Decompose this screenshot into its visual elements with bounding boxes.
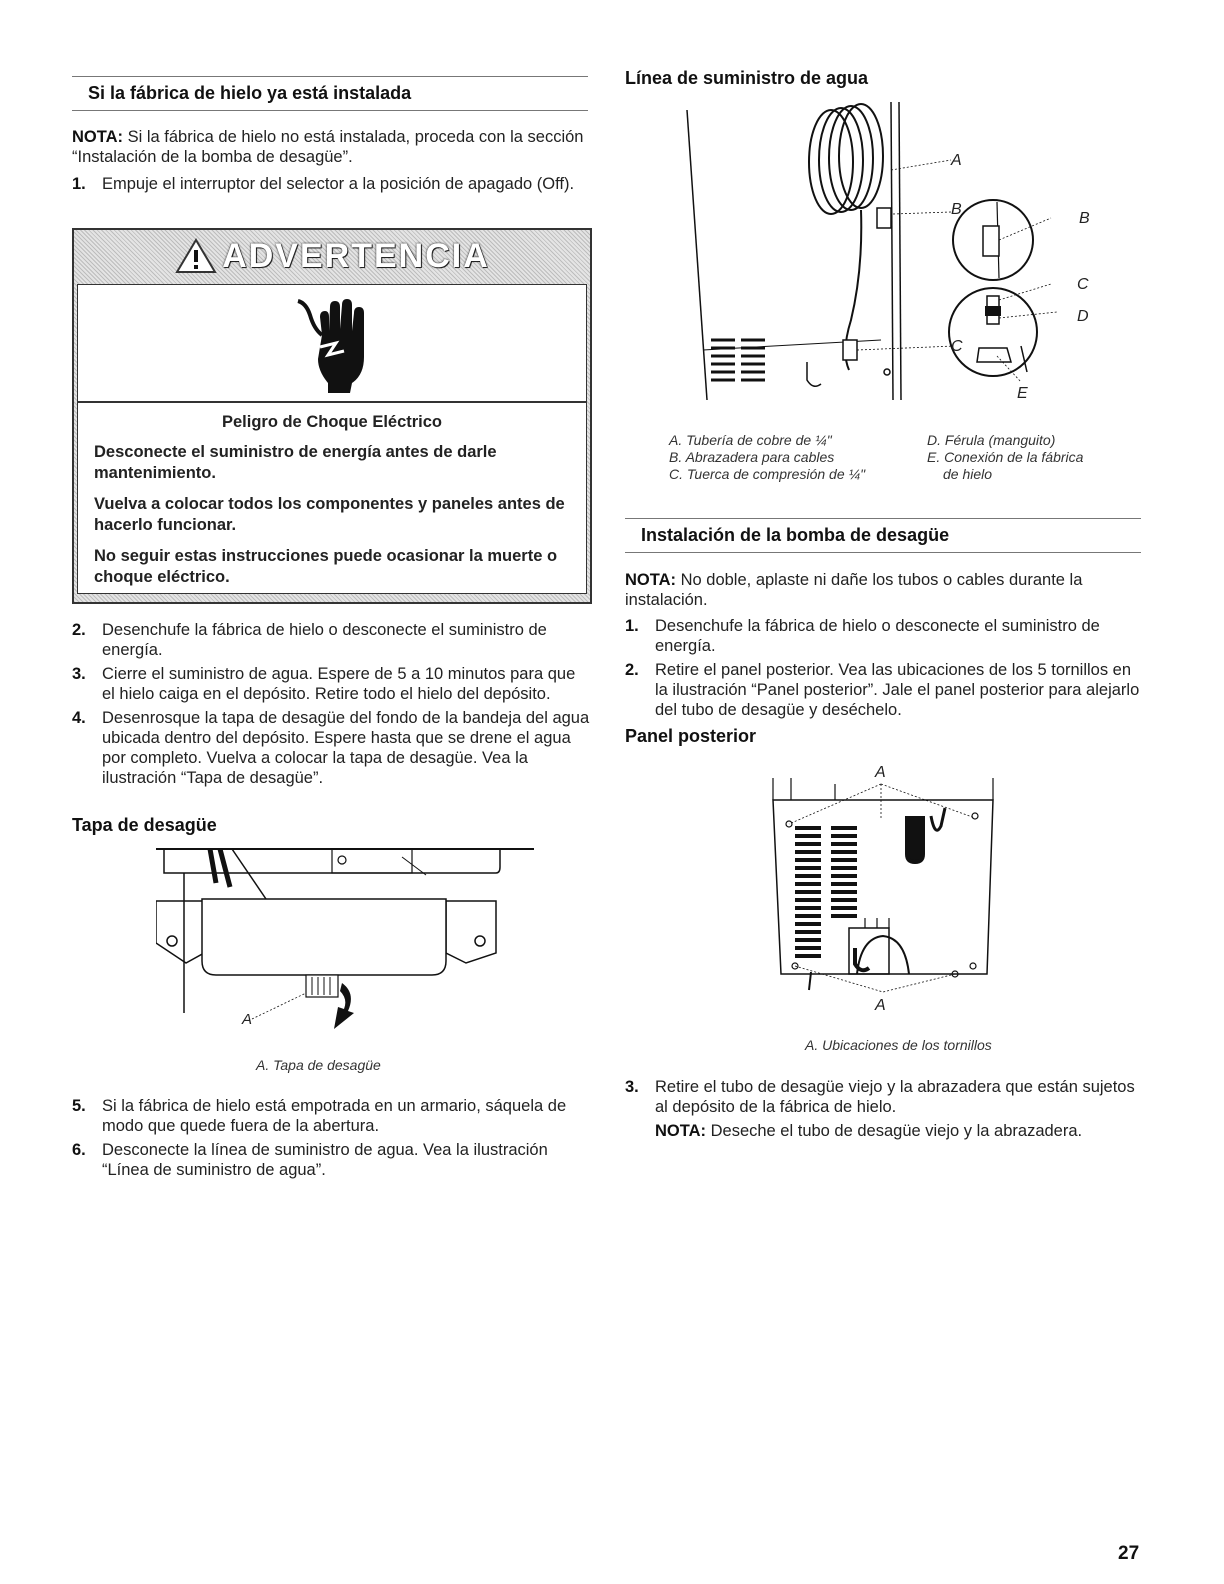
water-label-c: C: [951, 338, 963, 355]
water-label-d: D: [1077, 308, 1089, 325]
note-discard: [625, 1121, 1145, 1141]
list-item: [625, 616, 1145, 656]
warning-title: ADVERTENCIA: [222, 236, 490, 275]
note-pump: [625, 570, 1141, 610]
list-item: [72, 664, 592, 704]
step-text: Cierre el suministro de agua. Espere de 5 a 10 minutos para que el hielo caiga en el depósito. Retire todo el hielo del depósito.: [102, 665, 576, 703]
step-list-pump-2: [625, 1077, 1145, 1141]
warning-paragraph-2: Vuelva a colocar todos los componentes y paneles antes de hacerlo funcionar.: [94, 495, 565, 534]
step-number: 1.: [72, 175, 86, 193]
warning-box: [72, 228, 592, 604]
step-text: Empuje el interruptor del selector a la posición de apagado (Off).: [102, 175, 575, 193]
water-legend-right: [927, 432, 1147, 483]
drain-caption: A. Tapa de desagüe: [256, 1057, 381, 1073]
step-list-pump: [625, 616, 1145, 724]
note-text: Si la fábrica de hielo no está instalada, proceda con la sección “Instalación de la bomba de desagüe”.: [72, 128, 584, 166]
list-item: [72, 620, 592, 660]
list-item: [72, 708, 592, 788]
figure-title-water-line: Línea de suministro de agua: [625, 68, 869, 88]
step-number: 3.: [72, 665, 86, 683]
step-list-1: [72, 174, 592, 198]
note-text: No doble, aplaste ni dañe los tubos o cables durante la instalación.: [625, 571, 1083, 609]
note-label: NOTA:: [655, 1122, 707, 1140]
drain-cap-illustration: [156, 843, 556, 1043]
step-list-3: [72, 1096, 592, 1184]
water-label-b: B: [951, 201, 962, 218]
step-number: 1.: [625, 617, 639, 635]
step-number: 6.: [72, 1141, 86, 1159]
page-number: 27: [1118, 1543, 1140, 1564]
panel-label-a-bottom: A: [875, 997, 886, 1014]
step-text: Retire el panel posterior. Vea las ubicaciones de los 5 tornillos en la ilustración “Panel posterior”. Jale el panel posterior para alejarlo del tubo de desagüe y deséchelo.: [655, 661, 1140, 719]
warning-icon-panel: [77, 284, 587, 402]
step-text: Desenrosque la tapa de desagüe del fondo de la bandeja del agua ubicada dentro del depósito. Espere hasta que se drene el agua por completo. Vuelva a colocar la tapa de desagüe. Vea la ilustración “Tapa de desagüe”.: [102, 709, 590, 787]
warning-text-panel: [77, 402, 587, 594]
rear-panel-illustration: [765, 778, 1005, 998]
note-label: NOTA:: [72, 128, 124, 146]
water-label-a: A: [951, 152, 962, 169]
step-number: 4.: [72, 709, 86, 727]
warning-paragraph-3: No seguir estas instrucciones puede ocasionar la muerte o choque eléctrico.: [94, 547, 558, 586]
step-text: Desenchufe la fábrica de hielo o desconecte el suministro de energía.: [655, 617, 1100, 655]
warning-title-bar: [74, 230, 590, 282]
step-number: 2.: [625, 661, 639, 679]
note-installed: [72, 127, 588, 167]
figure-title-rear-panel: Panel posterior: [625, 726, 757, 746]
step-text: Desconecte la línea de suministro de agua. Vea la ilustración “Línea de suministro de agua”.: [102, 1141, 548, 1179]
water-legend-left: [669, 432, 939, 483]
legend-item-e: E. Conexión de la fábrica: [927, 449, 1084, 465]
step-number: 2.: [72, 621, 86, 639]
warning-paragraph-1: Desconecte el suministro de energía antes de darle mantenimiento.: [94, 443, 497, 482]
warning-subtitle: Peligro de Choque Eléctrico: [221, 413, 443, 431]
list-item: [625, 1077, 1145, 1117]
water-label-e: E: [1017, 385, 1028, 402]
step-list-2: [72, 620, 592, 792]
note-label: NOTA:: [625, 571, 677, 589]
panel-caption: A. Ubicaciones de los tornillos: [805, 1037, 992, 1053]
step-text: Si la fábrica de hielo está empotrada en un armario, sáquela de modo que quede fuera de la abertura.: [102, 1097, 567, 1135]
list-item: [72, 1096, 592, 1136]
electric-shock-hand-icon: [292, 295, 372, 395]
step-text: Desenchufe la fábrica de hielo o desconecte el suministro de energía.: [102, 621, 547, 659]
drain-label-a: A: [242, 1011, 253, 1028]
list-item: [72, 174, 592, 194]
section-header-pump: [625, 518, 1141, 553]
legend-item-d: D. Férula (manguito): [927, 432, 1056, 448]
panel-label-a-top: A: [875, 764, 886, 781]
legend-item-e-cont: de hielo: [943, 466, 993, 482]
figure-title-drain-cap: Tapa de desagüe: [72, 815, 217, 835]
water-supply-illustration: [681, 100, 1121, 420]
legend-item-b: B. Abrazadera para cables: [669, 449, 835, 465]
note-text: Deseche el tubo de desagüe viejo y la abrazadera.: [706, 1122, 1083, 1140]
section-title-installed: Si la fábrica de hielo ya está instalada: [88, 83, 412, 103]
section-title-pump: Instalación de la bomba de desagüe: [641, 525, 950, 545]
list-item: [625, 660, 1145, 720]
step-number: 5.: [72, 1097, 86, 1115]
section-header-installed: [72, 76, 588, 111]
legend-item-a: A. Tubería de cobre de ¼": [669, 432, 832, 448]
list-item: [72, 1140, 592, 1180]
step-number: 3.: [625, 1078, 639, 1096]
water-label-c-detail: C: [1077, 276, 1089, 293]
warning-triangle-icon: [174, 237, 218, 275]
legend-item-c: C. Tuerca de compresión de ¼": [669, 466, 866, 482]
water-label-b-detail: B: [1079, 210, 1090, 227]
step-text: Retire el tubo de desagüe viejo y la abrazadera que están sujetos al depósito de la fábrica de hielo.: [655, 1078, 1135, 1116]
